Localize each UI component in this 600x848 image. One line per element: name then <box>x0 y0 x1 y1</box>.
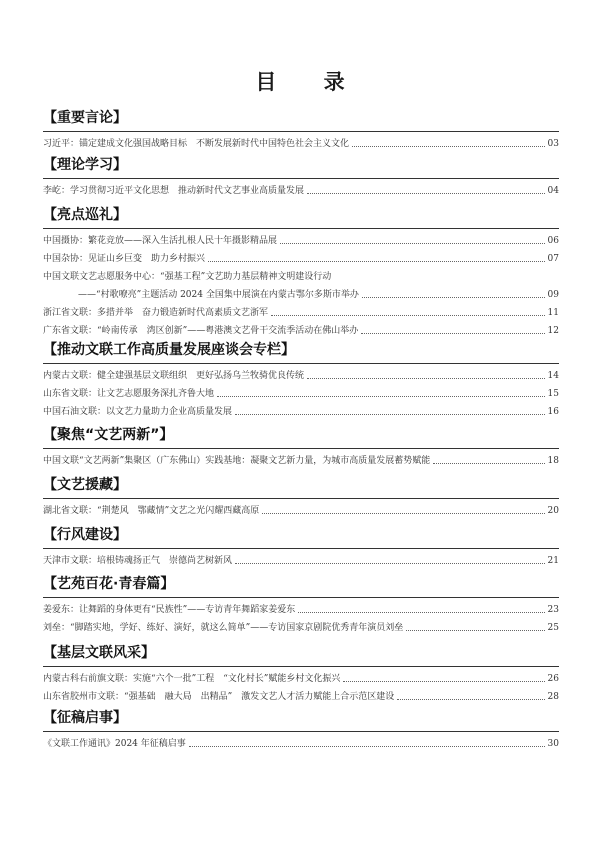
page-title: 目 录 <box>255 70 365 94</box>
page-number: 30 <box>547 739 559 749</box>
page-number: 15 <box>547 389 559 399</box>
toc-entry[interactable] <box>43 385 559 403</box>
toc-entry[interactable] <box>43 601 559 619</box>
toc-section <box>43 708 559 753</box>
dot-leader <box>307 378 545 379</box>
page-number: 14 <box>547 371 559 381</box>
entry-title: 习近平：锚定建成文化强国战略目标 不断发展新时代中国特色社会主义文化 <box>43 139 350 149</box>
toc-entry[interactable] <box>43 552 559 570</box>
dot-leader <box>235 563 545 564</box>
dot-leader <box>307 193 545 194</box>
toc-entry[interactable] <box>43 268 559 286</box>
entry-title: 中国文联文艺志愿服务中心：“强基工程”文艺助力基层精神文明建设行动 <box>43 272 332 282</box>
toc-section <box>43 155 559 200</box>
section-divider <box>43 548 559 549</box>
toc-section <box>43 425 559 470</box>
page-number: 09 <box>547 290 559 300</box>
entry-title: 山东省胶州市文联：“强基础 融大局 出精品” 激发文艺人才活力赋能上合示范区建设 <box>43 692 395 702</box>
dot-leader <box>217 396 545 397</box>
section-heading: 【聚焦“文艺两新”】 <box>43 427 174 443</box>
section-heading: 【推动文联工作高质量发展座谈会专栏】 <box>43 342 295 358</box>
page-number: 25 <box>547 623 559 633</box>
section-divider <box>43 228 559 229</box>
section-divider <box>43 448 559 449</box>
section-heading: 【文艺援藏】 <box>43 477 127 493</box>
toc-entry[interactable] <box>43 304 559 322</box>
dot-leader <box>189 746 545 747</box>
toc-entry-continuation[interactable] <box>43 286 559 304</box>
dot-leader <box>271 315 545 316</box>
entry-title: 浙江省文联：多措并举 奋力锻造新时代高素质文艺浙军 <box>43 308 269 318</box>
entry-title: 天津市文联：培根铸魂扬正气 崇德尚艺树新风 <box>43 556 233 566</box>
dot-leader <box>343 681 544 682</box>
toc-entry[interactable] <box>43 735 559 753</box>
entry-title: 李屹：学习贯彻习近平文化思想 推动新时代文艺事业高质量发展 <box>43 186 305 196</box>
entry-title-continuation: ——“村歌嘹亮”主题活动 2024 全国集中展演在内蒙古鄂尔多斯市举办 <box>78 290 359 300</box>
section-divider <box>43 363 559 364</box>
entry-title: 中国杂协：见证山乡巨变 助力乡村振兴 <box>43 254 206 264</box>
page-number: 20 <box>547 506 559 516</box>
toc-entry[interactable] <box>43 688 559 706</box>
dot-leader <box>298 612 544 613</box>
section-heading: 【亮点巡礼】 <box>43 207 127 223</box>
entry-title: 中国摄协：繁花竞放——深入生活扎根人民十年摄影精品展 <box>43 236 278 246</box>
dot-leader <box>352 146 545 147</box>
dot-leader <box>362 297 545 298</box>
section-heading: 【基层文联风采】 <box>43 645 155 661</box>
page-number: 07 <box>547 254 559 264</box>
toc-section <box>43 205 559 340</box>
dot-leader <box>397 699 544 700</box>
toc-section <box>43 475 559 520</box>
entry-title: 内蒙古文联：健全建强基层文联组织 更好弘扬乌兰牧骑优良传统 <box>43 371 305 381</box>
page-number: 12 <box>547 326 559 336</box>
toc-entry[interactable] <box>43 619 559 637</box>
section-divider <box>43 666 559 667</box>
page-number: 06 <box>547 236 559 246</box>
toc-entry[interactable] <box>43 250 559 268</box>
toc-section <box>43 574 559 637</box>
toc-entry[interactable] <box>43 182 559 200</box>
toc-section <box>43 340 559 421</box>
section-divider <box>43 731 559 732</box>
page-number: 21 <box>547 556 559 566</box>
dot-leader <box>361 333 544 334</box>
section-heading: 【行风建设】 <box>43 527 127 543</box>
toc-entry[interactable] <box>43 502 559 520</box>
page-number: 11 <box>547 308 559 318</box>
entry-title: 《文联工作通讯》2024 年征稿启事 <box>43 739 186 749</box>
entry-title: 山东省文联：让文艺志愿服务深扎齐鲁大地 <box>43 389 215 399</box>
page-number: 26 <box>547 674 559 684</box>
toc-entry[interactable] <box>43 135 559 153</box>
page-number: 03 <box>547 139 559 149</box>
page-number: 16 <box>547 407 559 417</box>
page-number: 18 <box>547 456 559 466</box>
section-divider <box>43 597 559 598</box>
entry-title: 内蒙古科右前旗文联：实施“六个一批”工程 “文化村长”赋能乡村文化振兴 <box>43 674 341 684</box>
dot-leader <box>235 414 545 415</box>
entry-title: 中国文联“文艺两新”集聚区（广东佛山）实践基地：凝聚文艺新力量，为城市高质量发展蓄势赋能 <box>43 456 431 466</box>
section-divider <box>43 178 559 179</box>
section-divider <box>43 131 559 132</box>
toc-entry[interactable] <box>43 232 559 250</box>
toc-section <box>43 108 559 153</box>
page-number: 28 <box>547 692 559 702</box>
toc-entry[interactable] <box>43 670 559 688</box>
toc-entry[interactable] <box>43 322 559 340</box>
toc-entry[interactable] <box>43 452 559 470</box>
entry-title: 刘垒：“脚踏实地，学好、练好、演好，就这么简单”——专访国家京剧院优秀青年演员刘垒 <box>43 623 404 633</box>
page-number: 04 <box>547 186 559 196</box>
dot-leader <box>406 630 544 631</box>
page-number: 23 <box>547 605 559 615</box>
toc-section <box>43 525 559 570</box>
entry-title: 湖北省文联：“荆楚风 鄂藏情”文艺之光闪耀西藏高原 <box>43 506 260 516</box>
entry-title: 姜爱东：让舞蹈的身体更有“民族性”——专访青年舞蹈家姜爱东 <box>43 605 296 615</box>
section-heading: 【征稿启事】 <box>43 710 127 726</box>
section-heading: 【艺苑百花·青春篇】 <box>43 576 175 592</box>
section-heading: 【理论学习】 <box>43 157 127 173</box>
toc-entry[interactable] <box>43 403 559 421</box>
dot-leader <box>280 243 545 244</box>
toc-entry[interactable] <box>43 367 559 385</box>
entry-title: 中国石油文联：以文艺力量助力企业高质量发展 <box>43 407 233 417</box>
dot-leader <box>433 463 544 464</box>
dot-leader <box>208 261 545 262</box>
entry-title: 广东省文联：“岭南传承 湾区创新”——粤港澳文艺骨干交流季活动在佛山举办 <box>43 326 359 336</box>
section-heading: 【重要言论】 <box>43 110 127 126</box>
toc-section <box>43 643 559 706</box>
dot-leader <box>262 513 544 514</box>
section-divider <box>43 498 559 499</box>
